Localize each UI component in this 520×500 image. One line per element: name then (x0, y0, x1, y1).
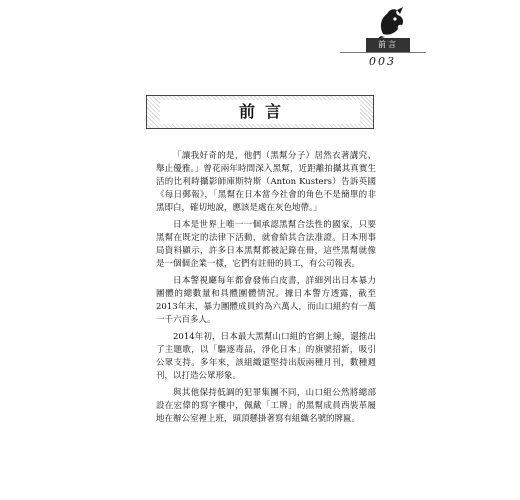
header-rule (340, 52, 426, 53)
paragraph: 日本警視廳每年都會發佈白皮書，詳細列出日本暴力團體的總數量和具體團體情況。據日本警方透露，截至2013年末，暴力團體成員約為六萬人，而山口組約有一萬一千六百多人。 (156, 276, 376, 325)
title-banner (146, 95, 374, 129)
page-number: 003 (369, 55, 396, 68)
page-title: 前言 (238, 102, 291, 121)
paragraph: 日本是世界上唯一一個承認黑幫合法性的國家，只要黑幫在既定的法律下活動，就會給其合法准證。日本刑事局資料顯示，許多日本黑幫都被記錄在冊，這些黑幫就像是一個個企業一樣，它們有註冊的員工，有公司報表。 (156, 220, 376, 269)
paragraph: 「讓我好奇的是，他們（黑幫分子）居然衣著講究、舉止優雅。」曾花兩年時間深入黑幫，近距離拍攝其真實生活的比利時攝影師庫斯特斯（Anton Kusters）告訴英國《每日郵報》，「黑幫在日本當今社會的角色不是簡單的非黑即白，確切地說，應該是處在灰色地帶。」 (156, 151, 376, 213)
paragraph: 與其他保持低調的犯罪集團不同，山口組公然將總部設在宏偉的寫字樓中，佩戴「工牌」的黑幫成員西裝革履地在辦公室裡上班，頭頂懸掛著寫有組織名號的牌匾。 (156, 388, 376, 424)
title-inner (160, 100, 360, 124)
mascot-logo-icon (373, 6, 409, 40)
header-section-label: 前言 (366, 38, 410, 52)
paragraph: 2014年初，日本最大黑幫山口組的官網上線，還推出了主題歌，以「驅逐毒品，淨化日本」的旗號招新，吸引公眾支持。多年來，該組織還堅持出版兩種月刊，數種週刊，以打造公眾形象。 (156, 332, 376, 381)
body-text (156, 150, 376, 430)
